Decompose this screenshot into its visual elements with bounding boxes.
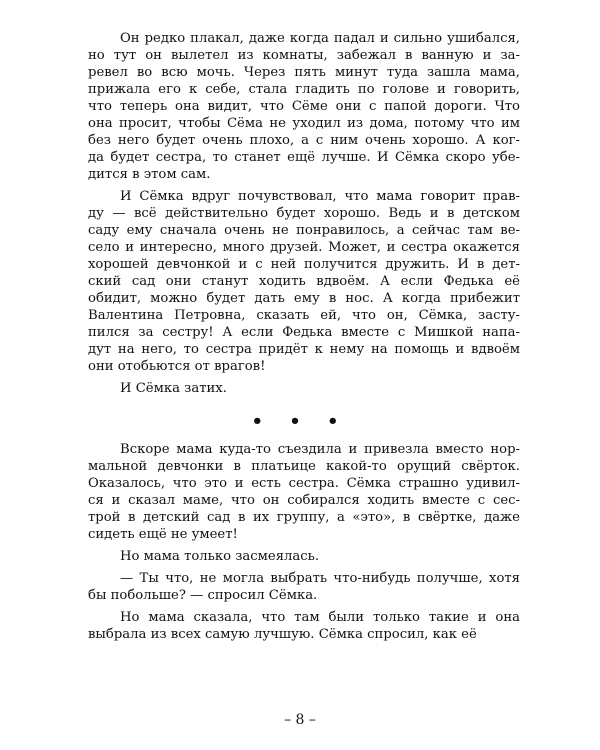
text-line: Валентина Петровна, сказать ей, что он, Сёмка, засту- (88, 308, 520, 323)
text-line: дится в этом сам. (88, 167, 211, 182)
text-line: прижала его к себе, стала гладить по голове и говорить, (88, 82, 520, 97)
page-number: – 8 – (284, 712, 316, 728)
text-line: пился за сестру! А если Федька вместе с Мишкой напа- (88, 325, 520, 340)
text-line: Но мама только засмеялась. (120, 549, 320, 564)
text-line: И Сёмка затих. (120, 381, 227, 396)
text-line: но тут он вылетел из комнаты, забежал в ванную и за- (88, 48, 520, 63)
text-line: мальной девчонки в платьице какой-то орущий свёрток. (88, 459, 520, 474)
section-separator: • • • (251, 411, 349, 432)
text-line: они отобьются от врагов! (88, 359, 266, 374)
paragraph (88, 441, 520, 543)
paragraph (88, 380, 520, 397)
paragraph (88, 609, 520, 643)
text-line: село и интересно, много друзей. Может, и сестра окажется (88, 240, 520, 255)
text-line: ревел во всю мочь. Через пять минут туда зашла мама, (88, 65, 520, 80)
text-line: И Сёмка вдруг почувствовал, что мама говорит прав- (120, 189, 520, 204)
paragraph (88, 548, 520, 565)
paragraph (88, 30, 520, 183)
text-line: выбрала из всех самую лучшую. Сёмка спросил, как её (88, 627, 477, 642)
paragraph (88, 188, 520, 375)
text-line: она просит, чтобы Сёма не уходил из дома, потому что им (88, 116, 520, 131)
text-line: саду ему сначала очень не понравилось, а сейчас там ве- (88, 223, 520, 238)
text-line: ся и сказал маме, что он собирался ходить вместе с сес- (88, 493, 520, 508)
text-line: без него будет очень плохо, а с ним очень хорошо. А ког- (88, 133, 520, 148)
text-line: Оказалось, что это и есть сестра. Сёмка страшно удивил- (88, 476, 520, 491)
text-line: Он редко плакал, даже когда падал и сильно ушибался, (120, 31, 520, 46)
text-line: Вскоре мама куда-то съездила и привезла вместо нор- (120, 442, 520, 457)
text-line: трой в детский сад в их группу, а «это», в свёртке, даже (88, 510, 520, 525)
text-line: обидит, можно будет дать ему в нос. А когда прибежит (88, 291, 520, 306)
text-line: что теперь она видит, что Сёме они с папой дороги. Что (88, 99, 520, 114)
paragraph (88, 570, 520, 604)
text-line: дут на него, то сестра придёт к нему на помощь и вдвоём (88, 342, 520, 357)
text-line: сидеть ещё не умеет! (88, 527, 238, 542)
text-line: ду — всё действительно будет хорошо. Ведь и в детском (88, 206, 520, 221)
text-line: — Ты что, не могла выбрать что-нибудь получше, хотя (120, 571, 520, 586)
text-line: ский сад они станут ходить вдвоём. А если Федька её (88, 274, 520, 289)
text-line: хорошей девчонкой и с ней получится дружить. И в дет- (88, 257, 520, 272)
text-line: Но мама сказала, что там были только такие и она (120, 610, 520, 625)
text-line: бы побольше? — спросил Сёмка. (88, 588, 318, 603)
text-line: да будет сестра, то станет ещё лучше. И Сёмка скоро убе- (88, 150, 520, 165)
